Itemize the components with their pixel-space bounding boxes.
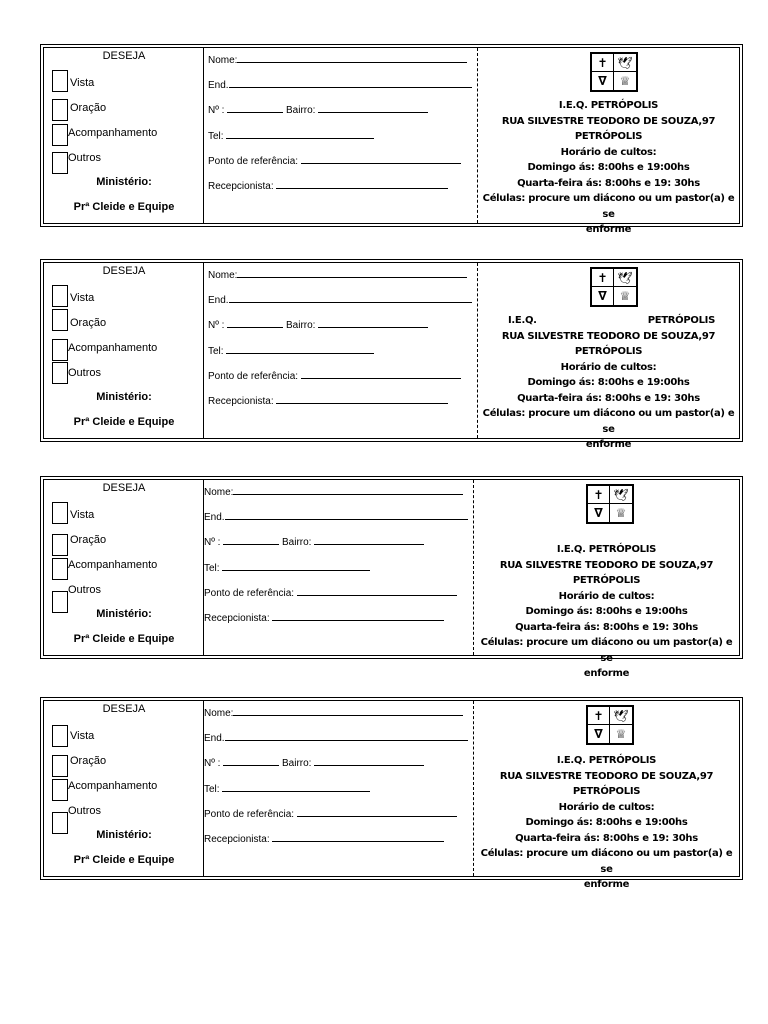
cross-icon: ✝	[592, 269, 614, 287]
dove-icon: 🕊	[614, 54, 636, 72]
acompanhamento-checkbox[interactable]	[52, 779, 68, 801]
bairro-label: Bairro:	[282, 537, 312, 548]
vista-label: Vista	[70, 509, 95, 521]
bairro-input-line[interactable]	[318, 103, 428, 113]
ponto-referencia-label: Ponto de referência:	[208, 156, 299, 167]
vista-label: Vista	[70, 292, 95, 304]
cup-icon: 𝛁	[592, 287, 614, 305]
domingo-schedule: Domingo ás: 8:00hs e 19:00hs	[525, 817, 688, 828]
numero-input-line[interactable]	[227, 103, 283, 113]
enforme-note: enforme	[583, 668, 630, 679]
vista-checkbox[interactable]	[52, 725, 68, 747]
quarta-schedule: Quarta-feira ás: 8:00hs e 19: 30hs	[515, 832, 698, 844]
cup-icon: 𝛁	[592, 72, 614, 90]
recepcionista-label: Recepcionista:	[208, 181, 274, 192]
ponto-referencia-input-line[interactable]	[301, 154, 461, 164]
recepcionista-label: Recepcionista:	[204, 834, 270, 845]
horario-label: Horário de cultos:	[560, 146, 657, 158]
nome-input-line[interactable]	[233, 485, 463, 495]
bairro-label: Bairro:	[286, 105, 316, 116]
horario-label: Horário de cultos:	[558, 590, 655, 602]
acompanhamento-checkbox[interactable]	[52, 558, 68, 580]
vista-checkbox[interactable]	[52, 70, 68, 92]
numero-label: Nº :	[208, 105, 225, 116]
nome-input-line[interactable]	[237, 53, 467, 63]
tel-label: Tel:	[204, 784, 220, 795]
acompanhamento-label: Acompanhamento	[68, 559, 158, 571]
cross-icon: ✝	[588, 707, 610, 725]
tel-input-line[interactable]	[226, 129, 374, 139]
tel-label: Tel:	[208, 131, 224, 142]
church-logo	[590, 52, 638, 92]
domingo-schedule: Domingo ás: 8:00hs e 19:00hs	[527, 162, 690, 173]
bairro-input-line[interactable]	[314, 535, 424, 545]
ponto-referencia-label: Ponto de referência:	[208, 371, 299, 382]
nome-label: Nome:	[208, 270, 238, 281]
recepcionista-input-line[interactable]	[272, 832, 444, 842]
recepcionista-input-line[interactable]	[276, 179, 448, 189]
church-info-section	[474, 701, 739, 890]
ponto-referencia-input-line[interactable]	[301, 369, 461, 379]
outros-label: Outros	[68, 367, 102, 379]
ministerio-label: Ministério:	[96, 176, 152, 188]
domingo-schedule: Domingo ás: 8:00hs e 19:00hs	[525, 606, 688, 617]
end-label: End.	[208, 295, 229, 306]
recepcionista-input-line[interactable]	[276, 394, 448, 404]
end-input-line[interactable]	[229, 293, 472, 303]
end-label: End.	[204, 512, 225, 523]
celulas-note: Células: procure um diácono ou um pastor(a) e se	[482, 408, 735, 435]
equipe-label: Prª Cleide e Equipe	[73, 201, 175, 213]
ponto-referencia-input-line[interactable]	[297, 586, 457, 596]
enforme-note: enforme	[585, 439, 632, 450]
crown-icon: ♕	[619, 74, 631, 88]
celulas-note: Células: procure um diácono ou um pastor(a) e se	[482, 193, 735, 220]
nome-label: Nome:	[204, 708, 234, 719]
end-input-line[interactable]	[225, 731, 468, 741]
church-info	[474, 753, 739, 893]
wishes-section	[44, 701, 204, 876]
form-section	[204, 263, 478, 438]
deseja-heading: DESEJA	[102, 703, 146, 715]
oracao-label: Oração	[70, 102, 107, 114]
end-input-line[interactable]	[225, 510, 468, 520]
church-info-section	[478, 48, 739, 235]
bairro-input-line[interactable]	[318, 318, 428, 328]
church-info	[478, 313, 739, 453]
church-info	[474, 542, 739, 682]
equipe-label: Prª Cleide e Equipe	[73, 854, 175, 866]
horario-label: Horário de cultos:	[560, 361, 657, 373]
end-label: End.	[208, 80, 229, 91]
outros-label: Outros	[68, 584, 102, 596]
church-name-row	[478, 313, 739, 329]
outros-label: Outros	[68, 152, 102, 164]
church-name-left: I.E.Q.	[508, 315, 537, 326]
oracao-label: Oração	[70, 755, 107, 767]
bairro-label: Bairro:	[286, 320, 316, 331]
numero-input-line[interactable]	[223, 535, 279, 545]
acompanhamento-checkbox[interactable]	[52, 124, 68, 146]
nome-label: Nome:	[204, 487, 234, 498]
numero-label: Nº :	[204, 758, 221, 769]
ministerio-label: Ministério:	[96, 391, 152, 403]
nome-label: Nome:	[208, 55, 238, 66]
oracao-checkbox[interactable]	[52, 755, 68, 777]
church-info	[478, 98, 739, 238]
wishes-section	[44, 480, 204, 655]
dove-icon: 🕊	[614, 269, 636, 287]
visitor-card-4	[40, 697, 743, 890]
deseja-heading: DESEJA	[102, 50, 146, 62]
numero-input-line[interactable]	[227, 318, 283, 328]
celulas-note: Células: procure um diácono ou um pastor(a) e se	[480, 848, 733, 875]
enforme-note: enforme	[585, 224, 632, 235]
equipe-label: Prª Cleide e Equipe	[73, 633, 175, 645]
outros-label: Outros	[68, 805, 102, 817]
nome-input-line[interactable]	[233, 706, 463, 716]
tel-label: Tel:	[208, 346, 224, 357]
tel-input-line[interactable]	[222, 782, 370, 792]
end-input-line[interactable]	[229, 78, 472, 88]
church-name-right: PETRÓPOLIS	[647, 315, 715, 326]
dove-icon: 🕊	[610, 486, 632, 504]
cross-icon: ✝	[592, 54, 614, 72]
oracao-checkbox[interactable]	[52, 309, 68, 331]
cross-icon: ✝	[588, 486, 610, 504]
numero-input-line[interactable]	[223, 756, 279, 766]
recepcionista-input-line[interactable]	[272, 611, 444, 621]
vista-label: Vista	[70, 730, 95, 742]
domingo-schedule: Domingo ás: 8:00hs e 19:00hs	[527, 377, 690, 388]
equipe-label: Prª Cleide e Equipe	[73, 416, 175, 428]
ponto-referencia-label: Ponto de referência:	[204, 809, 295, 820]
church-address: RUA SILVESTRE TEODORO DE SOUZA,97 PETRÓPOLIS	[499, 770, 714, 797]
tel-label: Tel:	[204, 563, 220, 574]
church-address: RUA SILVESTRE TEODORO DE SOUZA,97 PETRÓPOLIS	[501, 330, 716, 357]
ministerio-label: Ministério:	[96, 829, 152, 841]
cup-icon: 𝛁	[588, 725, 610, 743]
church-name: I.E.Q. PETRÓPOLIS	[556, 755, 657, 766]
celulas-note: Células: procure um diácono ou um pastor(a) e se	[480, 637, 733, 664]
outros-checkbox[interactable]	[52, 152, 68, 174]
church-address: RUA SILVESTRE TEODORO DE SOUZA,97 PETRÓPOLIS	[501, 115, 716, 142]
recepcionista-label: Recepcionista:	[204, 613, 270, 624]
church-info-section	[474, 480, 739, 679]
church-name: I.E.Q. PETRÓPOLIS	[558, 100, 659, 111]
recepcionista-label: Recepcionista:	[208, 396, 274, 407]
deseja-heading: DESEJA	[102, 265, 146, 277]
church-name: I.E.Q. PETRÓPOLIS	[556, 544, 657, 555]
wishes-section	[44, 263, 204, 438]
visitor-card-2	[40, 259, 743, 450]
outros-checkbox[interactable]	[52, 362, 68, 384]
vista-label: Vista	[70, 77, 95, 89]
form-section	[204, 48, 478, 223]
church-logo	[586, 705, 634, 745]
wishes-section	[44, 48, 204, 223]
oracao-label: Oração	[70, 317, 107, 329]
quarta-schedule: Quarta-feira ás: 8:00hs e 19: 30hs	[515, 621, 698, 633]
end-label: End.	[204, 733, 225, 744]
tel-input-line[interactable]	[222, 561, 370, 571]
tel-input-line[interactable]	[226, 344, 374, 354]
bairro-input-line[interactable]	[314, 756, 424, 766]
oracao-checkbox[interactable]	[52, 534, 68, 556]
acompanhamento-label: Acompanhamento	[68, 780, 158, 792]
form-section	[200, 480, 474, 655]
acompanhamento-label: Acompanhamento	[68, 127, 158, 139]
quarta-schedule: Quarta-feira ás: 8:00hs e 19: 30hs	[517, 392, 700, 404]
vista-checkbox[interactable]	[52, 285, 68, 307]
ministerio-label: Ministério:	[96, 608, 152, 620]
church-logo	[586, 484, 634, 524]
visitor-card-3	[40, 476, 743, 679]
form-section	[200, 701, 474, 876]
crown-icon: ♕	[615, 727, 627, 741]
oracao-label: Oração	[70, 534, 107, 546]
acompanhamento-label: Acompanhamento	[68, 342, 158, 354]
nome-input-line[interactable]	[237, 268, 467, 278]
vista-checkbox[interactable]	[52, 502, 68, 524]
dove-icon: 🕊	[610, 707, 632, 725]
horario-label: Horário de cultos:	[558, 801, 655, 813]
deseja-heading: DESEJA	[102, 482, 146, 494]
bairro-label: Bairro:	[282, 758, 312, 769]
church-address: RUA SILVESTRE TEODORO DE SOUZA,97 PETRÓPOLIS	[499, 559, 714, 586]
visitor-card-1	[40, 44, 743, 235]
ponto-referencia-label: Ponto de referência:	[204, 588, 295, 599]
acompanhamento-checkbox[interactable]	[52, 339, 68, 361]
crown-icon: ♕	[619, 289, 631, 303]
oracao-checkbox[interactable]	[52, 99, 68, 121]
numero-label: Nº :	[204, 537, 221, 548]
enforme-note: enforme	[583, 879, 630, 890]
cup-icon: 𝛁	[588, 504, 610, 522]
church-info-section	[478, 263, 739, 450]
crown-icon: ♕	[615, 506, 627, 520]
ponto-referencia-input-line[interactable]	[297, 807, 457, 817]
numero-label: Nº :	[208, 320, 225, 331]
quarta-schedule: Quarta-feira ás: 8:00hs e 19: 30hs	[517, 177, 700, 189]
church-logo	[590, 267, 638, 307]
